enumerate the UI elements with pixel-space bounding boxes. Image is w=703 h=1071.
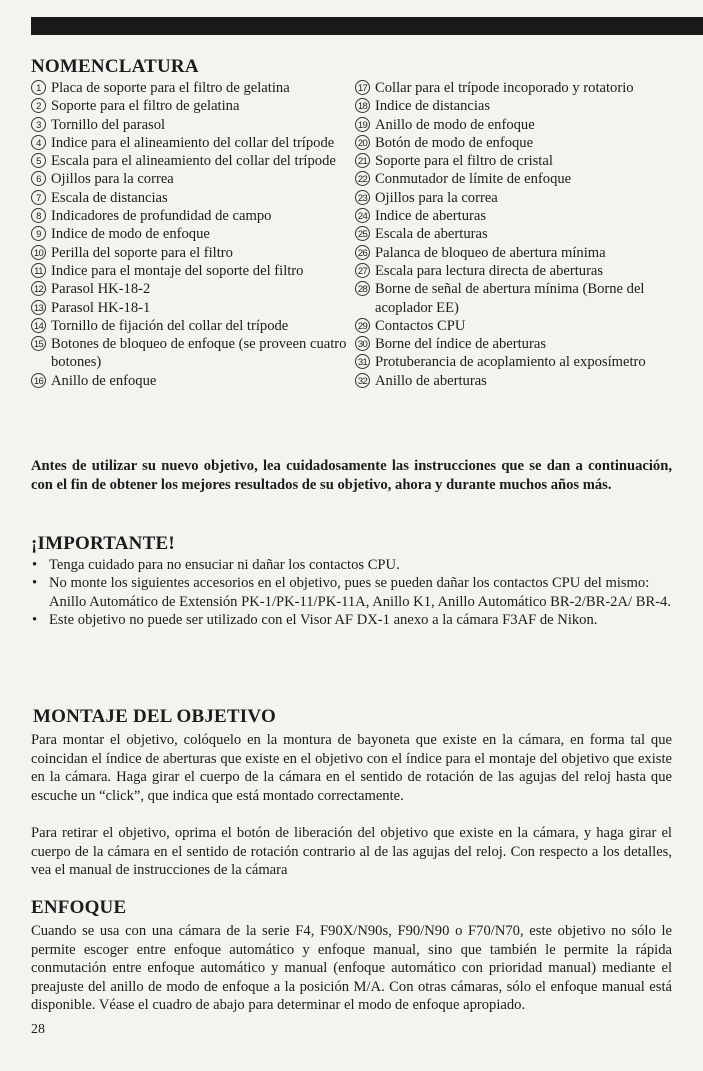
- item-number-badge: 16: [31, 373, 46, 388]
- item-label: Indice de modo de enfoque: [51, 226, 210, 243]
- montaje-paragraph-2: Para retirar el objetivo, oprima el botón de liberación del objetivo que existe en la cámara, y haga girar el cuerpo de la cámara en el sentido de rotación contrario al de las agujas del reloj. Con respecto a los detalles, vea el manual de instrucciones de la cámara: [31, 825, 672, 878]
- item-label: Soporte para el filtro de cristal: [375, 153, 553, 170]
- item-label: Escala de distancias: [51, 189, 168, 206]
- item-label: Anillo de modo de enfoque: [375, 116, 535, 133]
- bullet-text: Tenga cuidado para no ensuciar ni dañar los contactos CPU.: [49, 557, 400, 573]
- nomenclature-item: [31, 299, 351, 317]
- item-number-badge: 10: [31, 245, 46, 260]
- item-number-badge: 12: [31, 281, 46, 296]
- item-label: Indice para el montaje del soporte del filtro: [51, 262, 304, 279]
- item-label: Tornillo del parasol: [51, 116, 166, 133]
- item-number-badge: 22: [355, 171, 370, 186]
- nomenclature-item: [355, 372, 685, 390]
- list-item: [31, 611, 672, 629]
- item-label: Escala de aberturas: [375, 226, 488, 243]
- nomenclature-item: [31, 317, 351, 335]
- item-number-badge: 23: [355, 190, 370, 205]
- item-number-badge: 3: [31, 117, 46, 132]
- item-label: Indice de distancias: [375, 98, 491, 115]
- nomenclature-item: [355, 225, 685, 243]
- item-label: Anillo de aberturas: [375, 372, 487, 389]
- item-label: Indice para el alineamiento del collar del trípode: [51, 134, 335, 151]
- item-label: Soporte para el filtro de gelatina: [51, 98, 240, 115]
- intro-paragraph: Antes de utilizar su nuevo objetivo, lea cuidadosamente las instrucciones que se dan a continuación, con el fin de obtener los mejores resultados de su objetivo, ahora y durante muchos años más.: [31, 458, 672, 493]
- item-number-badge: 11: [31, 263, 46, 278]
- nomenclature-item: [355, 244, 685, 262]
- item-label: Contactos CPU: [375, 317, 466, 334]
- importante-heading: ¡IMPORTANTE!: [31, 533, 175, 554]
- item-label: Placa de soporte para el filtro de gelatina: [51, 80, 290, 96]
- item-number-badge: 15: [31, 336, 46, 351]
- nomenclature-list-right: [355, 79, 685, 390]
- nomenclature-item: [31, 225, 351, 243]
- item-number-badge: 13: [31, 300, 46, 315]
- item-number-badge: 5: [31, 153, 46, 168]
- item-number-badge: 30: [355, 336, 370, 351]
- item-number-badge: 2: [31, 98, 46, 113]
- item-label: Conmutador de límite de enfoque: [375, 171, 572, 188]
- item-label: Escala para lectura directa de aberturas: [375, 262, 604, 279]
- nomenclature-list-left: [31, 79, 351, 390]
- nomenclature-item: [31, 134, 351, 152]
- item-label: Escala para el alineamiento del collar del trípode: [51, 153, 336, 170]
- item-label: Palanca de bloqueo de abertura mínima: [375, 244, 606, 261]
- nomenclature-item: [355, 317, 685, 335]
- item-number-badge: 17: [355, 80, 370, 95]
- list-item: [31, 556, 672, 574]
- header-rule: [31, 17, 703, 35]
- item-number-badge: 1: [31, 80, 46, 95]
- item-label: Botones de bloqueo de enfoque (se proveen cuatro botones): [51, 336, 347, 371]
- item-number-badge: 7: [31, 190, 46, 205]
- item-label: Anillo de enfoque: [51, 372, 157, 389]
- list-item: [31, 574, 672, 611]
- item-number-badge: 14: [31, 318, 46, 333]
- item-label: Indice de aberturas: [375, 208, 487, 225]
- nomenclature-item: [355, 353, 685, 371]
- item-label: Parasol HK-18-2: [51, 281, 151, 298]
- nomenclature-item: [355, 170, 685, 188]
- importante-list: [31, 556, 672, 630]
- item-number-badge: 21: [355, 153, 370, 168]
- item-number-badge: 4: [31, 135, 46, 150]
- item-number-badge: 8: [31, 208, 46, 223]
- bullet-text: Este objetivo no puede ser utilizado con el Visor AF DX-1 anexo a la cámara F3AF de Nikon.: [49, 612, 598, 629]
- nomenclature-item: [31, 244, 351, 262]
- item-number-badge: 31: [355, 354, 370, 369]
- page-number: 28: [31, 1022, 45, 1037]
- item-label: Borne del índice de aberturas: [375, 336, 546, 353]
- item-label: Tornillo de fijación del collar del trípode: [51, 317, 289, 334]
- item-label: Parasol HK-18-1: [51, 299, 151, 316]
- nomenclature-item: [355, 79, 685, 97]
- nomenclature-item: [355, 116, 685, 134]
- nomenclature-item: [355, 280, 685, 317]
- nomenclature-item: [31, 280, 351, 298]
- nomenclature-item: [355, 262, 685, 280]
- item-number-badge: 32: [355, 373, 370, 388]
- item-number-badge: 28: [355, 281, 370, 296]
- nomenclature-item: [31, 79, 351, 97]
- item-number-badge: 20: [355, 135, 370, 150]
- nomenclature-item: [31, 97, 351, 115]
- nomenclature-item: [31, 207, 351, 225]
- item-label: Protuberancia de acoplamiento al exposímetro: [375, 354, 646, 371]
- item-label: Collar para el trípode incoporado y rotatorio: [375, 80, 634, 96]
- bullet-accessories: Anillo Automático de Extensión PK-1/PK-11/PK-11A, Anillo K1, Anillo Automático BR-2/BR-2A/ BR-4.: [49, 593, 671, 610]
- nomenclature-item: [31, 170, 351, 188]
- nomenclature-item: [355, 134, 685, 152]
- bullet-text: No monte los siguientes accesorios en el objetivo, pues se pueden dañar los contactos CPU del mismo:: [49, 575, 650, 592]
- item-label: Ojillos para la correa: [375, 189, 498, 206]
- nomenclature-item: [31, 335, 351, 372]
- item-label: Indicadores de profundidad de campo: [51, 208, 272, 225]
- item-number-badge: 6: [31, 171, 46, 186]
- nomenclature-item: [355, 207, 685, 225]
- enfoque-heading: ENFOQUE: [31, 897, 127, 918]
- nomenclature-item: [355, 97, 685, 115]
- item-number-badge: 19: [355, 117, 370, 132]
- item-number-badge: 18: [355, 98, 370, 113]
- nomenclatura-heading: NOMENCLATURA: [31, 56, 199, 77]
- item-number-badge: 29: [355, 318, 370, 333]
- nomenclature-item: [31, 116, 351, 134]
- nomenclature-item: [31, 189, 351, 207]
- item-label: Borne de señal de abertura mínima (Borne del acoplador EE): [375, 281, 645, 316]
- nomenclature-item: [31, 262, 351, 280]
- item-label: Ojillos para la correa: [51, 171, 174, 188]
- item-number-badge: 9: [31, 226, 46, 241]
- item-number-badge: 24: [355, 208, 370, 223]
- nomenclature-item: [31, 372, 351, 390]
- enfoque-paragraph: Cuando se usa con una cámara de la serie F4, F90X/N90s, F90/N90 o F70/N70, este objetivo no sólo le permite escoger entre enfoque automático y enfoque manual, sino que también le permite la rápida conmutación entre enfoque automático y manual (enfoque automático con prioridad manual) mediante el preajuste del anillo de modo de enfoque a la posición M/A. Con otras cámaras, sólo el enfoque manual está disponible. Véase el cuadro de abajo para determinar el modo de enfoque apropiado.: [31, 923, 672, 1013]
- item-label: Botón de modo de enfoque: [375, 134, 534, 151]
- item-number-badge: 27: [355, 263, 370, 278]
- nomenclature-item: [355, 152, 685, 170]
- nomenclature-item: [355, 335, 685, 353]
- montaje-paragraph-1: Para montar el objetivo, colóquelo en la montura de bayoneta que existe en la cámara, en forma tal que coincidan el índice de aberturas que existe en el objetivo con el índice para el montaje del objetivo que existe en la cámara. Haga girar el cuerpo de la cámara en el sentido de rotación de las agujas del reloj hasta que escuche un “click”, que indica que está montado correctamente.: [31, 732, 672, 804]
- item-number-badge: 26: [355, 245, 370, 260]
- item-label: Perilla del soporte para el filtro: [51, 244, 233, 261]
- nomenclature-item: [355, 189, 685, 207]
- nomenclature-item: [31, 152, 351, 170]
- montaje-heading: MONTAJE DEL OBJETIVO: [33, 706, 276, 727]
- item-number-badge: 25: [355, 226, 370, 241]
